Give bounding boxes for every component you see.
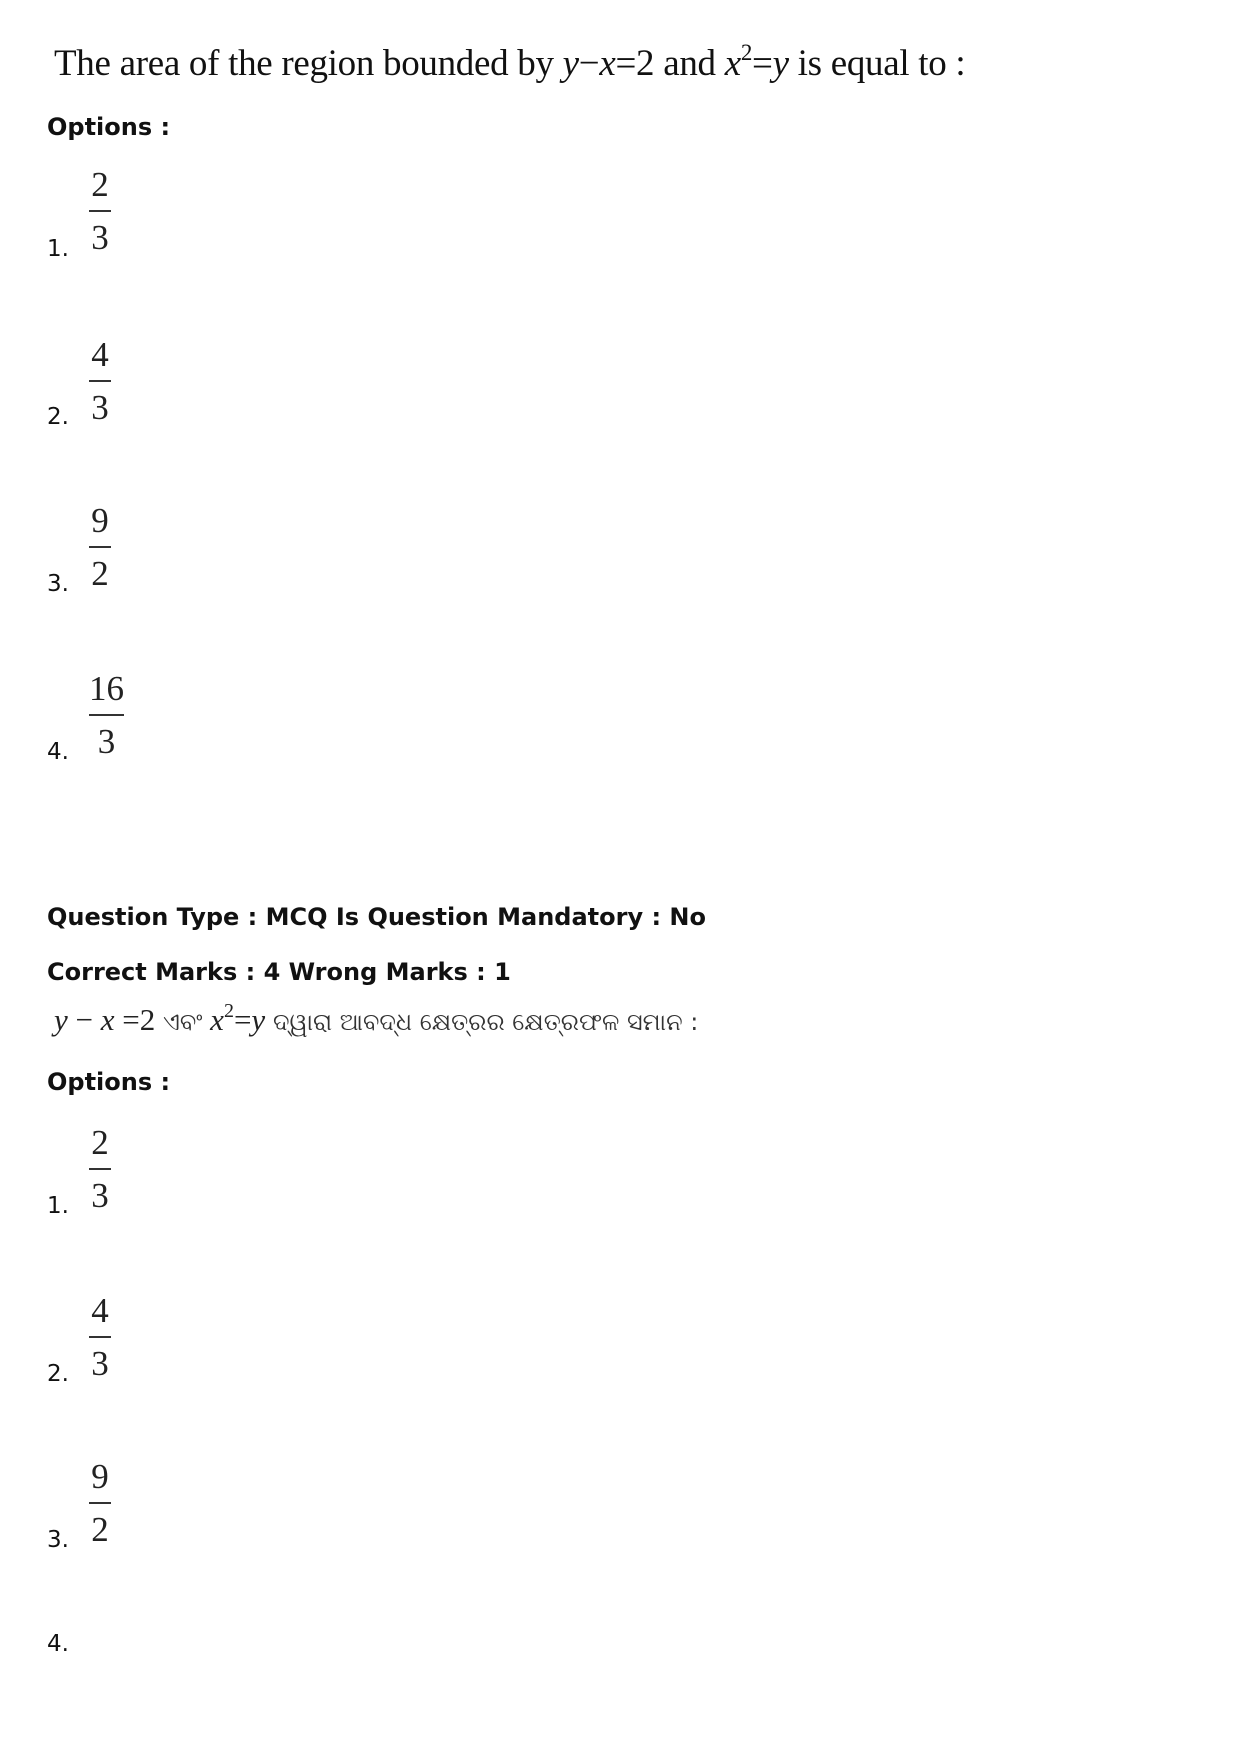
option-fraction [89,502,111,593]
math-equals: = [752,43,773,84]
math-minus: − [578,43,600,84]
fraction-bar [89,1502,111,1504]
fraction-bar [89,714,124,716]
option-fraction [89,166,111,257]
fraction-numerator: 16 [89,669,124,708]
fraction-denominator: 2 [91,1510,109,1549]
fraction-bar [89,546,111,548]
fraction-bar [89,1168,111,1170]
fraction-denominator: 3 [91,388,109,427]
math-var-y: y [562,43,579,84]
math-equals-2: =2 [114,1002,163,1037]
option-number: 3. [47,1527,69,1553]
option-number: 2. [47,404,69,430]
option-number: 3. [47,571,69,597]
fraction-numerator: 2 [91,165,109,204]
question-and: and [663,43,716,84]
math-var-y: y [772,43,789,84]
fraction-numerator: 2 [91,1123,109,1162]
math-var-x: x [210,1002,224,1037]
question-text-or [54,1002,698,1038]
option-fraction [89,1292,111,1383]
fraction-denominator: 3 [91,218,109,257]
fraction-denominator: 3 [91,1176,109,1215]
option-fraction [89,670,124,761]
question-prefix: The area of the region bounded by [54,43,554,84]
option-fraction [89,336,111,427]
fraction-bar [89,1336,111,1338]
option-number: 2. [47,1361,69,1387]
fraction-numerator: 9 [91,501,109,540]
question-type-line: Question Type : MCQ Is Question Mandatory : No [47,903,706,931]
fraction-numerator: 4 [91,1291,109,1330]
math-exponent: 2 [223,1000,234,1022]
option-number: 1. [47,1193,69,1219]
math-equals: = [233,1002,252,1037]
math-var-x: x [599,43,616,84]
option-number: 4. [47,739,69,765]
fraction-bar [89,380,111,382]
math-equals-2: =2 [615,43,655,84]
math-minus: − [67,1002,101,1037]
math-var-y: y [54,1002,68,1037]
fraction-denominator: 2 [91,554,109,593]
question-text-en [54,42,965,85]
options-label: Options : [47,1068,171,1096]
option-number: 4. [47,1631,69,1657]
math-var-x: x [100,1002,115,1037]
odia-word-and: ଏବଂ [163,1008,203,1036]
odia-question-suffix: ଦ୍ୱାରା ଆବଦ୍ଧ କ୍ଷେତ୍ରର କ୍ଷେତ୍ରଫଳ ସମାନ : [272,1008,699,1036]
fraction-numerator: 9 [91,1457,109,1496]
math-var-x: x [724,43,741,84]
option-fraction [89,1458,111,1549]
math-exponent: 2 [740,40,753,65]
question-suffix: is equal to : [797,43,966,84]
marks-line: Correct Marks : 4 Wrong Marks : 1 [47,958,511,986]
option-number: 1. [47,236,69,262]
fraction-bar [89,210,111,212]
fraction-denominator: 3 [97,722,116,761]
fraction-numerator: 4 [91,335,109,374]
math-var-y: y [251,1002,266,1037]
fraction-denominator: 3 [91,1344,109,1383]
option-fraction [89,1124,111,1215]
options-label: Options : [47,113,171,141]
